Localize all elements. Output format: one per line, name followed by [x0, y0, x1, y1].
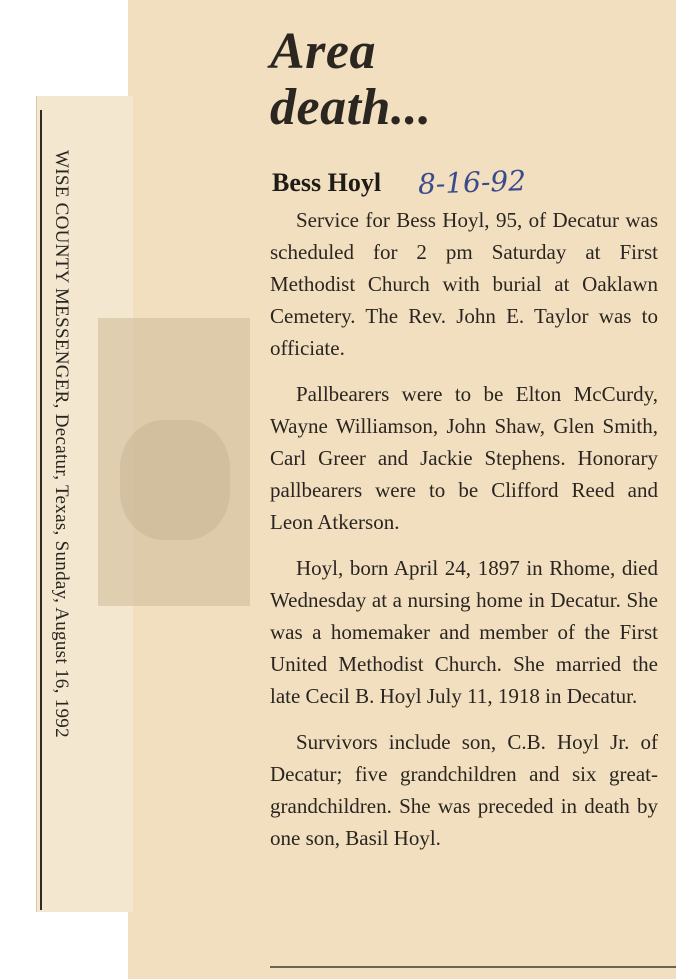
obituary-name: Bess Hoyl	[272, 168, 382, 197]
paragraph-biography: Hoyl, born April 24, 1897 in Rhome, died Wednesday at a nursing home in Decatur. She was a homemaker and member of the First United Methodist Church. She married the late Cecil B. Hoyl July 11, 1918 in Decatur.	[270, 556, 658, 708]
paragraph-service: Service for Bess Hoyl, 95, of Decatur was scheduled for 2 pm Saturday at First Methodist Church with burial at Oaklawn Cemetery. The Rev. John E. Taylor was to officiate.	[270, 208, 658, 360]
headline-line-1: Area	[270, 23, 376, 80]
tape-stain	[120, 420, 230, 540]
obituary-body	[270, 204, 658, 868]
handwritten-date: 8-16-92	[417, 164, 527, 201]
paragraph-pallbearers: Pallbearers were to be Elton McCurdy, Wayne Williamson, John Shaw, Glen Smith, Carl Greer and Jackie Stephens. Honorary pallbearers were to be Clifford Reed and Leon Atkerson.	[270, 382, 658, 534]
masthead	[42, 150, 72, 910]
headline-line-2: death...	[270, 79, 432, 136]
masthead-text: WISE COUNTY MESSENGER, Decatur, Texas, Sunday, August 16, 1992	[51, 150, 72, 738]
paragraph-survivors: Survivors include son, C.B. Hoyl Jr. of Decatur; five grandchildren and six great-grandchildren. She was preceded in death by one son, Basil Hoyl.	[270, 730, 658, 850]
headline	[270, 24, 431, 136]
bottom-rule	[270, 966, 676, 968]
